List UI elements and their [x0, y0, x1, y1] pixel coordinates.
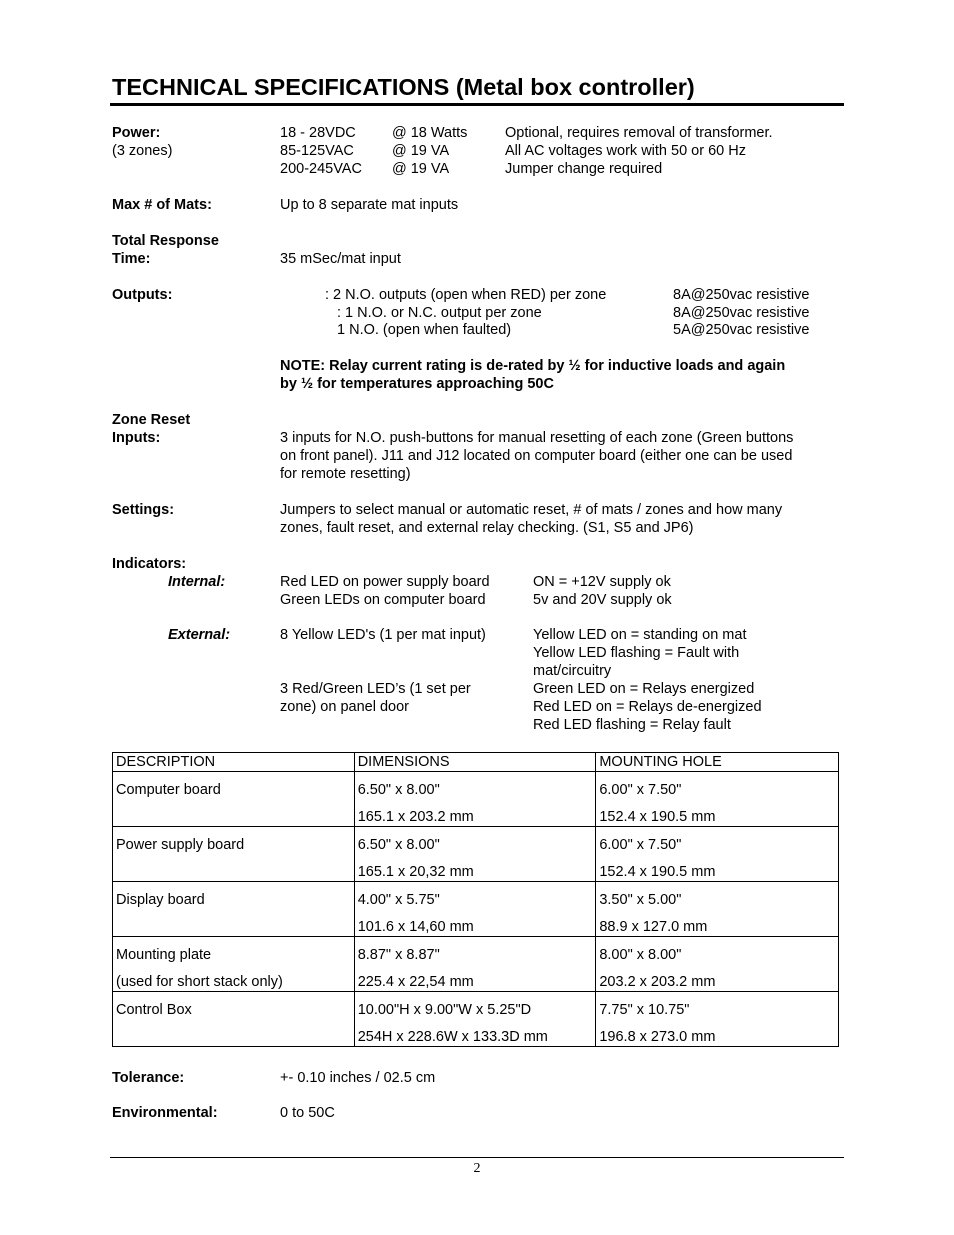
tolerance-label: Tolerance:	[112, 1070, 185, 1086]
zone-reset-line-1: 3 inputs for N.O. push-buttons for manual resetting of each zone (Green buttons	[280, 430, 794, 446]
power-voltage-1: 18 - 28VDC	[280, 125, 356, 141]
internal-right-2: 5v and 20V supply ok	[533, 592, 672, 608]
internal-right-1: ON = +12V supply ok	[533, 574, 671, 590]
title-underline	[110, 103, 844, 106]
external-left-2b: zone) on panel door	[280, 699, 409, 715]
table-row	[113, 882, 839, 937]
outputs-label: Outputs:	[112, 287, 173, 303]
zone-reset-line-2: on front panel). J11 and J12 located on computer board (either one can be used	[280, 448, 793, 464]
external-left-1: 8 Yellow LED's (1 per mat input)	[280, 627, 486, 643]
table-row	[113, 992, 839, 1047]
external-right-2b: Red LED on = Relays de-energized	[533, 699, 762, 715]
response-label-2: Time:	[112, 251, 151, 267]
row-dimensions: 6.50" x 8.00" 165.1 x 203.2 mm	[354, 772, 596, 827]
row-description: Display board	[113, 882, 355, 937]
footer-rule	[110, 1157, 844, 1158]
row-dimensions: 8.87" x 8.87" 225.4 x 22,54 mm	[354, 937, 596, 992]
external-right-2a: Green LED on = Relays energized	[533, 681, 755, 697]
row-mounting-hole: 7.75" x 10.75" 196.8 x 273.0 mm	[596, 992, 839, 1047]
outputs-rating-2: 8A@250vac resistive	[673, 305, 810, 321]
row-dimensions: 6.50" x 8.00" 165.1 x 20,32 mm	[354, 827, 596, 882]
row-dimensions: 4.00" x 5.75" 101.6 x 14,60 mm	[354, 882, 596, 937]
internal-left-1: Red LED on power supply board	[280, 574, 490, 590]
external-left-2a: 3 Red/Green LED’s (1 set per	[280, 681, 471, 697]
row-description: Computer board	[113, 772, 355, 827]
settings-line-2: zones, fault reset, and external relay checking. (S1, S5 and JP6)	[280, 520, 694, 536]
settings-label: Settings:	[112, 502, 175, 518]
power-rating-2: @ 19 VA	[392, 143, 450, 159]
zone-reset-label-1: Zone Reset	[112, 412, 191, 428]
header-description: DESCRIPTION	[113, 753, 355, 772]
outputs-desc-3: 1 N.O. (open when faulted)	[337, 322, 512, 338]
table-row	[113, 937, 839, 992]
page-title: TECHNICAL SPECIFICATIONS (Metal box controller)	[112, 74, 695, 100]
environmental-value: 0 to 50C	[280, 1105, 335, 1121]
dimensions-table	[112, 752, 839, 1047]
row-mounting-hole: 3.50" x 5.00" 88.9 x 127.0 mm	[596, 882, 839, 937]
indicators-label: Indicators:	[112, 556, 187, 572]
power-sublabel: (3 zones)	[112, 143, 173, 159]
power-voltage-3: 200-245VAC	[280, 161, 362, 177]
response-value: 35 mSec/mat input	[280, 251, 401, 267]
external-right-1b: Yellow LED flashing = Fault with	[533, 645, 740, 661]
row-description: Control Box	[113, 992, 355, 1047]
zone-reset-label-2: Inputs:	[112, 430, 161, 446]
environmental-label: Environmental:	[112, 1105, 218, 1121]
external-right-1c: mat/circuitry	[533, 663, 612, 679]
power-label: Power:	[112, 125, 161, 141]
table-row	[113, 827, 839, 882]
row-mounting-hole: 8.00" x 8.00" 203.2 x 203.2 mm	[596, 937, 839, 992]
external-right-2c: Red LED flashing = Relay fault	[533, 717, 731, 733]
power-note-2: All AC voltages work with 50 or 60 Hz	[505, 143, 746, 159]
row-dimensions: 10.00"H x 9.00"W x 5.25"D 254H x 228.6W x 133.3D mm	[354, 992, 596, 1047]
power-note-1: Optional, requires removal of transformer.	[505, 125, 773, 141]
header-dimensions: DIMENSIONS	[354, 753, 596, 772]
outputs-note-1: NOTE: Relay current rating is de-rated by ½ for inductive loads and again	[280, 358, 786, 374]
tolerance-value: +- 0.10 inches / 02.5 cm	[280, 1070, 436, 1086]
power-rating-3: @ 19 VA	[392, 161, 450, 177]
header-mounting-hole: MOUNTING HOLE	[596, 753, 839, 772]
power-voltage-2: 85-125VAC	[280, 143, 354, 159]
power-note-3: Jumper change required	[505, 161, 663, 177]
row-description: Power supply board	[113, 827, 355, 882]
internal-left-2: Green LEDs on computer board	[280, 592, 486, 608]
zone-reset-line-3: for remote resetting)	[280, 466, 411, 482]
row-mounting-hole: 6.00" x 7.50" 152.4 x 190.5 mm	[596, 827, 839, 882]
outputs-note-2: by ½ for temperatures approaching 50C	[280, 376, 554, 392]
max-mats-value: Up to 8 separate mat inputs	[280, 197, 459, 213]
max-mats-label: Max # of Mats:	[112, 197, 212, 213]
outputs-rating-3: 5A@250vac resistive	[673, 322, 810, 338]
outputs-desc-1: : 2 N.O. outputs (open when RED) per zone	[325, 287, 607, 303]
external-right-1a: Yellow LED on = standing on mat	[533, 627, 747, 643]
power-rating-1: @ 18 Watts	[392, 125, 468, 141]
table-row	[113, 772, 839, 827]
external-label: External:	[168, 627, 231, 643]
outputs-rating-1: 8A@250vac resistive	[673, 287, 810, 303]
response-label-1: Total Response	[112, 233, 219, 249]
settings-line-1: Jumpers to select manual or automatic reset, # of mats / zones and how many	[280, 502, 783, 518]
outputs-desc-2: : 1 N.O. or N.C. output per zone	[337, 305, 542, 321]
row-description: Mounting plate (used for short stack only)	[113, 937, 355, 992]
internal-label: Internal:	[168, 574, 226, 590]
table-header-row	[113, 753, 839, 772]
page-number: 2	[473, 1161, 481, 1176]
row-mounting-hole: 6.00" x 7.50" 152.4 x 190.5 mm	[596, 772, 839, 827]
